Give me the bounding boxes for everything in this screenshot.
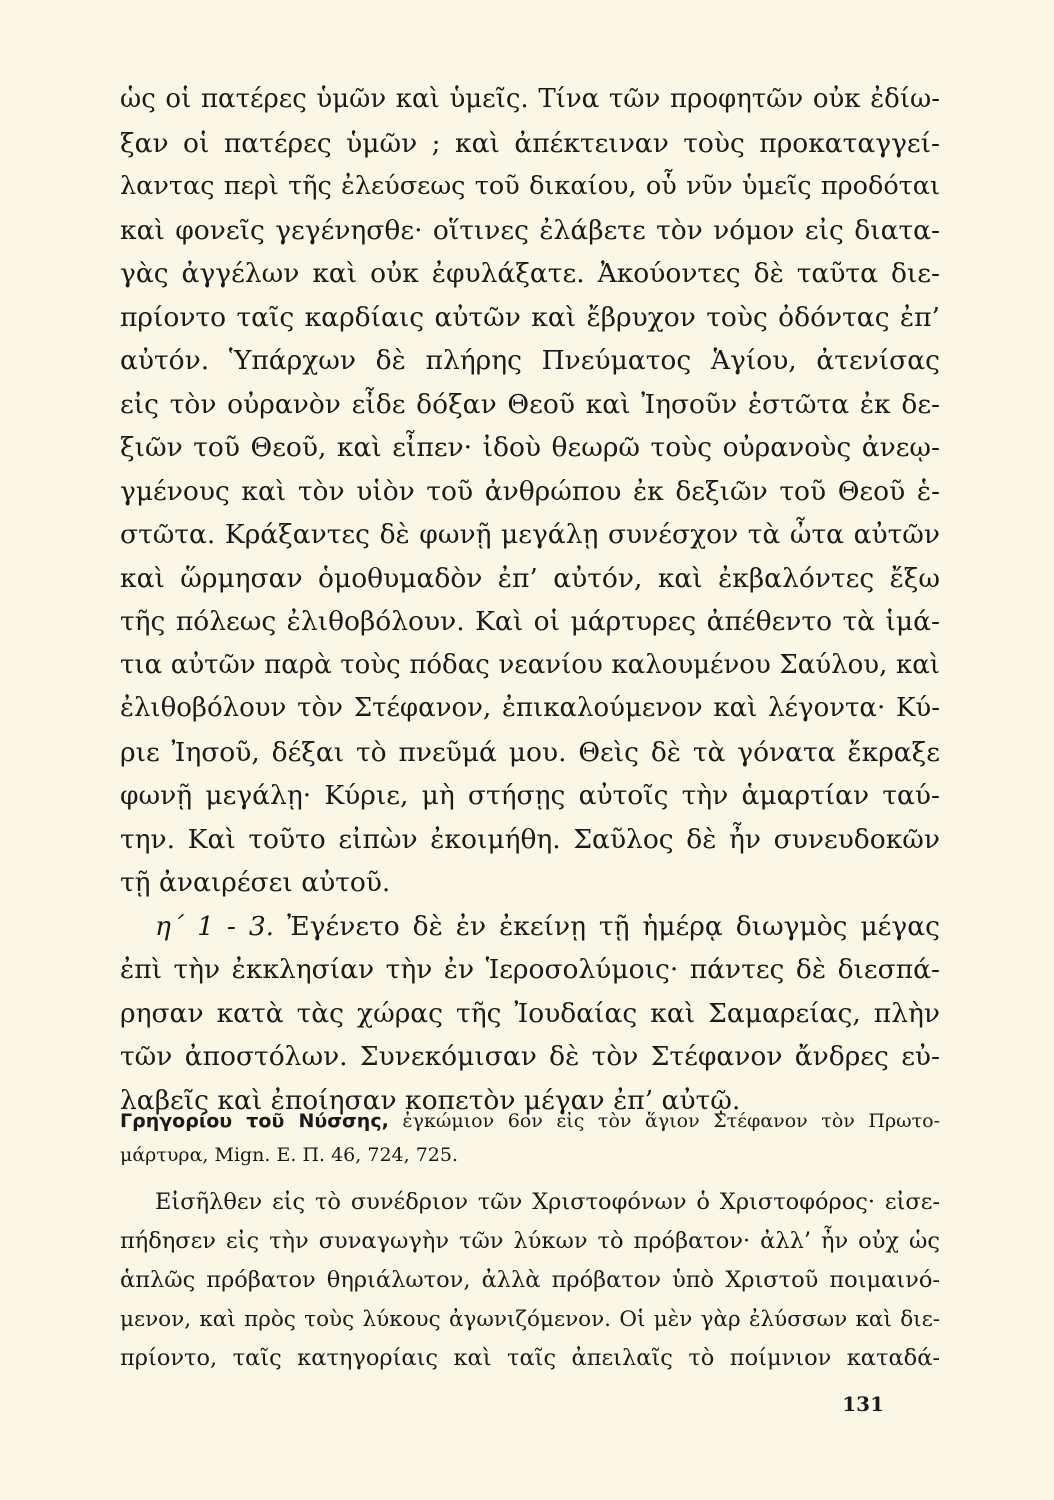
- citation-line: [120, 1104, 940, 1138]
- text-line: την. Καὶ τοῦτο εἰπὼν ἐκοιμήθη. Σαῦλος δὲ ἦν συνευδοκῶν: [120, 823, 940, 855]
- text-line: πρίοντο ταῖς καρδίαις αὐτῶν καὶ ἔβρυχον τοὺς ὀδόντας ἐπ’: [120, 301, 940, 333]
- excerpt-line: Εἰσῆλθεν εἰς τὸ συνέδριον τῶν Χριστοφόνων ὁ Χριστοφόρος· εἰσε-: [155, 1189, 940, 1215]
- text-line: ἐπὶ τὴν ἐκκλησίαν τὴν ἐν Ἱεροσολύμοις· πάντες δὲ διεσπά-: [120, 954, 940, 985]
- text-line: τῇ ἀναιρέσει αὐτοῦ.: [120, 867, 391, 898]
- excerpt-block: [120, 1183, 940, 1378]
- excerpt-line: ἁπλῶς πρόβατον θηριάλωτον, ἀλλὰ πρόβατον ὑπὸ Χριστοῦ ποιμαινό-: [120, 1267, 940, 1293]
- text-line: τῆς πόλεως ἐλιθοβόλουν. Καὶ οἱ μάρτυρες ἀπέθεντο τὰ ἱμά-: [120, 606, 940, 637]
- excerpt-line: πρίοντο, ταῖς κατηγορίαις καὶ ταῖς ἀπειλαῖς τὸ ποίμνιον καταδά-: [120, 1345, 940, 1371]
- text-line: γμένους καὶ τὸν υἱὸν τοῦ ἀνθρώπου ἐκ δεξιῶν τοῦ Θεοῦ ἑ-: [120, 475, 940, 507]
- main-text-block: [120, 78, 940, 1122]
- page-number: 131: [842, 1392, 884, 1416]
- text-line: λαβεῖς καὶ ἐποίησαν κοπετὸν μέγαν ἐπ’ αὐτῷ.: [120, 1084, 741, 1116]
- scripture-reference: η΄ 1 - 3.: [155, 910, 275, 942]
- excerpt-line: μενον, καὶ πρὸς τοὺς λύκους ἀγωνιζόμενον. Οἱ μὲν γὰρ ἐλύσσων καὶ διε-: [120, 1307, 940, 1332]
- source-citation: [120, 1104, 940, 1172]
- text-line: φωνῇ μεγάλῃ· Κύριε, μὴ στήσῃς αὐτοῖς τὴν ἁμαρτίαν ταύ-: [120, 780, 940, 811]
- text-line: καὶ ὥρμησαν ὁμοθυμαδὸν ἐπ’ αὐτόν, καὶ ἐκβαλόντες ἔξω: [120, 562, 940, 594]
- paragraph-opening-text: Ἐγένετο δὲ ἐν ἐκείνῃ τῇ ἡμέρᾳ διωγμὸς μέγας: [287, 910, 940, 942]
- text-line: ἐλιθοβόλουν τὸν Στέφανον, ἐπικαλούμενον καὶ λέγοντα· Κύ-: [120, 693, 940, 723]
- citation-line: μάρτυρα, Mign. E. Π. 46, 724, 725.: [120, 1144, 459, 1166]
- text-line: καὶ φονεῖς γεγένησθε· οἵτινες ἐλάβετε τὸν νόμον εἰς διατα-: [120, 214, 940, 246]
- citation-title: ἐγκώμιον 6ον εἰς τὸν ἅγιον Στέφανον τὸν Πρωτο-: [402, 1110, 941, 1132]
- text-line: γὰς ἀγγέλων καὶ οὐκ ἐφυλάξατε. Ἀκούοντες δὲ ταῦτα διε-: [120, 258, 940, 289]
- excerpt-line: πήδησεν εἰς τὴν συναγωγὴν τῶν λύκων τὸ πρόβατον· ἀλλ’ ἦν οὐχ ὡς: [120, 1228, 940, 1254]
- text-line: εἰς τὸν οὐρανὸν εἶδε δόξαν Θεοῦ καὶ Ἰησοῦν ἑστῶτα ἐκ δε-: [120, 388, 940, 420]
- text-line: αὐτόν. Ὑπάρχων δὲ πλήρης Πνεύματος Ἁγίου, ἀτενίσας: [120, 345, 940, 376]
- text-line: λαντας περὶ τῆς ἐλεύσεως τοῦ δικαίου, οὗ νῦν ὑμεῖς προδόται: [120, 171, 940, 201]
- paragraph-opening-line: [120, 905, 940, 949]
- text-line: στῶτα. Κράξαντες δὲ φωνῇ μεγάλῃ συνέσχον τὰ ὦτα αὐτῶν: [120, 519, 940, 550]
- text-line: τῶν ἀποστόλων. Συνεκόμισαν δὲ τὸν Στέφανον ἄνδρες εὐ-: [120, 1041, 940, 1072]
- text-line: τια αὐτῶν παρὰ τοὺς πόδας νεανίου καλουμένου Σαύλου, καὶ: [120, 649, 940, 680]
- text-line: ὡς οἱ πατέρες ὑμῶν καὶ ὑμεῖς. Τίνα τῶν προφητῶν οὐκ ἐδίω-: [120, 84, 940, 114]
- text-line: ριε Ἰησοῦ, δέξαι τὸ πνεῦμά μου. Θεὶς δὲ τὰ γόνατα ἔκραξε: [120, 736, 940, 768]
- text-line: ξαν οἱ πατέρες ὑμῶν ; καὶ ἀπέκτειναν τοὺς προκαταγγεί-: [120, 127, 940, 159]
- text-line: ρησαν κατὰ τὰς χώρας τῆς Ἰουδαίας καὶ Σαμαρείας, πλὴν: [120, 997, 940, 1029]
- text-line: ξιῶν τοῦ Θεοῦ, καὶ εἶπεν· ἰδοὺ θεωρῶ τοὺς οὐρανοὺς ἀνεῳ-: [120, 432, 940, 463]
- citation-author: Γρηγορίου τοῦ Νύσσης,: [120, 1110, 389, 1132]
